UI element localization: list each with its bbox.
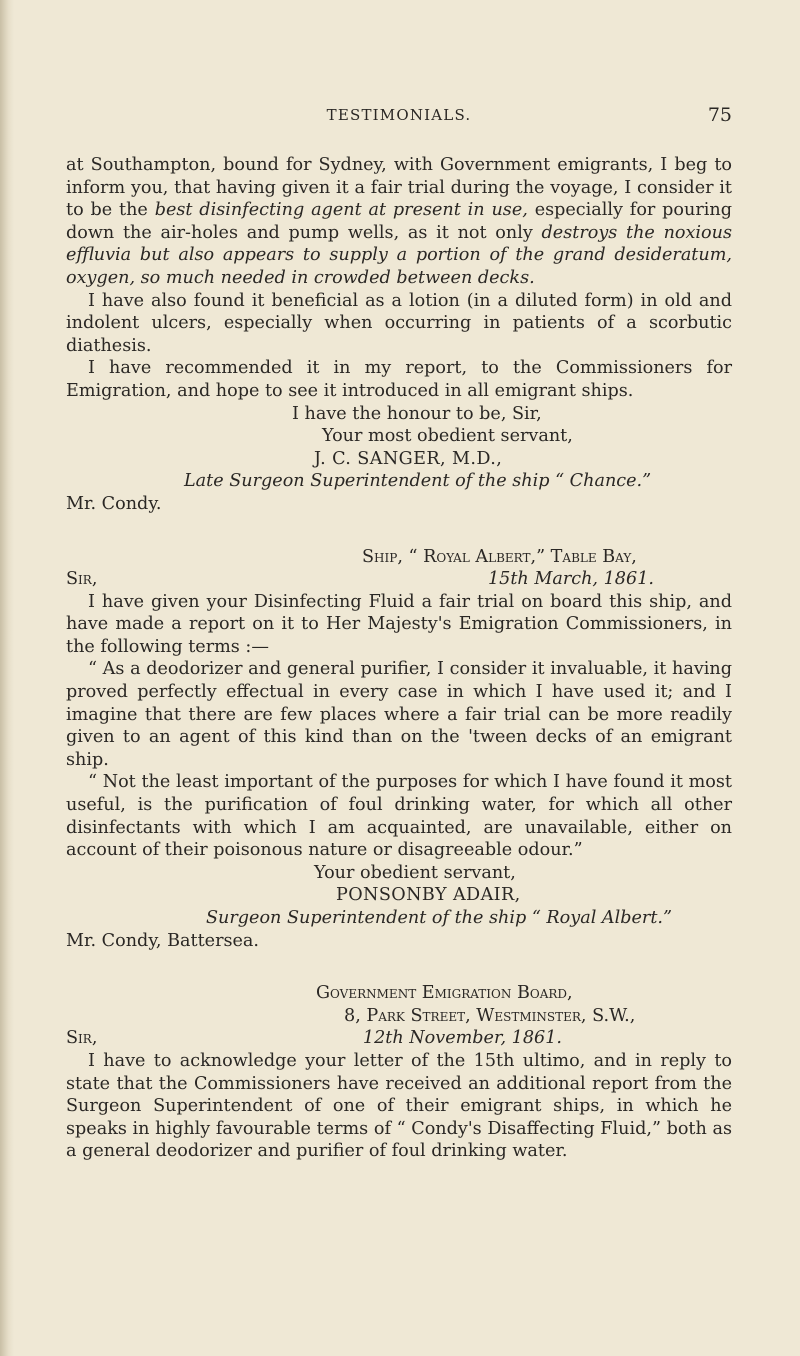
letter3-heading-1: Government Emigration Board,	[316, 983, 573, 1004]
letter1-closing-2: Your most obedient servant,	[322, 426, 573, 447]
letter3-salutation-row	[66, 1027, 732, 1050]
letter2-date: 15th March, 1861.	[487, 569, 654, 590]
letter2-heading: Ship, “ Royal Albert,” Table Bay,	[362, 546, 637, 567]
letter1-signature-title: Late Surgeon Superintendent of the ship “ Chance.”	[184, 471, 652, 492]
letter3-heading-2: 8, Park Street, Westminster, S.W.,	[344, 1005, 636, 1026]
page-number: 75	[707, 104, 732, 126]
letter2-addressee: Mr. Condy, Battersea.	[66, 930, 260, 951]
letter1-paragraph-2: I have also found it beneficial as a lotion (in a diluted form) in old and indolent ulcers, especially when occurring in patients of a scorbutic diathesis.	[66, 290, 732, 356]
letter3-date: 12th November, 1861.	[362, 1028, 562, 1049]
letter1-paragraph-1: at Southampton, bound for Sydney, with Government emigrants, I beg to inform you, that having given it a fair trial during the voyage, I consider it to be the best disinfecting agent at present in use, especially for pouring down the air-holes and pump wells, as it not only destroys the noxious effluvia but also appears to supply a portion of the grand desideratum, oxygen, so much needed in crowded between decks.	[66, 155, 732, 288]
letter3-salutation: Sir,	[66, 1028, 98, 1049]
page-header	[66, 104, 732, 128]
letter2-paragraph-2: “ As a deodorizer and general purifier, I consider it invaluable, it having proved perfectly effectual in every case in which I have used it; and I imagine that there are few places where a fair trial can be more readily given to an agent of this kind than on the 'tween decks of an emigrant ship.	[66, 659, 732, 770]
book-page	[66, 0, 732, 1163]
letter2-paragraph-3: “ Not the least important of the purposes for which I have found it most useful, is the purification of foul drinking water, for which all other disinfectants with which I am acquainted, are unavailable, either on account of their poisonous nature or disagreeable odour.”	[66, 772, 732, 861]
letter3-paragraph-1: I have to acknowledge your letter of the 15th ultimo, and in reply to state that the Commissioners have received an additional report from the Surgeon Superintendent of one of their emigrant ships, in which he speaks in highly favourable terms of “ Condy's Disaffecting Fluid,” both as a general deodorizer and purifier of foul drinking water.	[66, 1050, 732, 1162]
letter1-closing-1: I have the honour to be, Sir,	[292, 403, 542, 424]
page-edge	[0, 0, 14, 1356]
letter1-signature: J. C. SANGER, M.D.,	[314, 448, 503, 469]
letter1-paragraph-3: I have recommended it in my report, to the Commissioners for Emigration, and hope to see it introduced in all emigrant ships.	[66, 358, 732, 401]
letter2-signature-title: Surgeon Superintendent of the ship “ Royal Albert.”	[206, 908, 672, 928]
letter2-signature: PONSONBY ADAIR,	[336, 885, 521, 906]
emphasis-text: best disinfecting agent at present in use,	[154, 200, 528, 221]
letter1-addressee: Mr. Condy.	[66, 493, 162, 514]
emphasis-text: destroys the noxious effluvia but also appears to supply a portion of the grand desideratum, oxygen, so much needed in crowded between decks.	[66, 222, 732, 288]
running-title: TESTIMONIALS.	[326, 106, 472, 124]
letter2-salutation-row	[66, 568, 732, 591]
letter2-paragraph-1: I have given your Disinfecting Fluid a fair trial on board this ship, and have made a report on it to Her Majesty's Emigration Commissioners, in the following terms :—	[66, 591, 732, 657]
letter2-salutation: Sir,	[66, 569, 98, 590]
letter2-closing: Your obedient servant,	[314, 862, 516, 883]
